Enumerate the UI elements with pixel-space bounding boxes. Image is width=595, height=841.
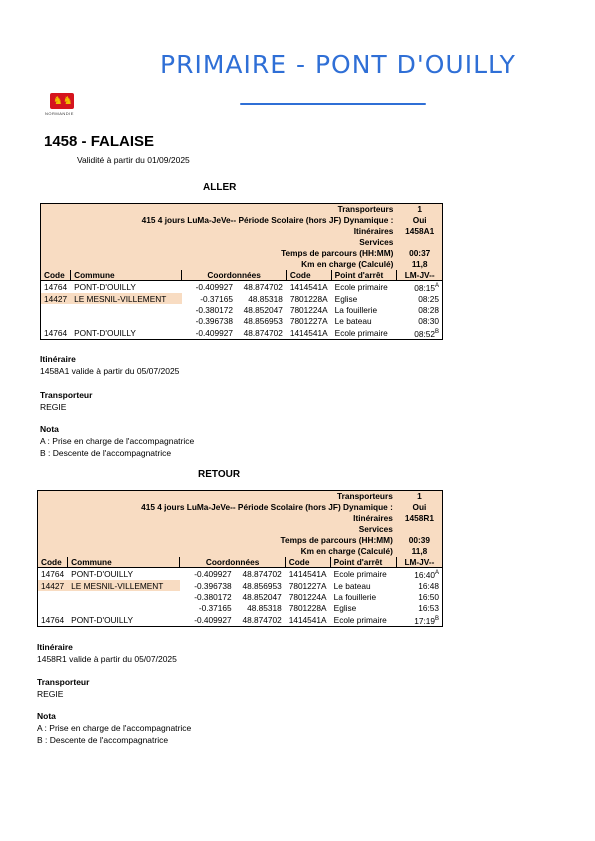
aller-cell-time	[397, 315, 443, 326]
retour-header-value	[396, 524, 442, 535]
retour-header-value: 1	[417, 491, 422, 501]
aller-cell-time-value: 08:52	[414, 328, 435, 339]
aller-cell-commune: PONT-D'OUILLY	[71, 326, 182, 339]
retour-heading: RETOUR	[198, 469, 241, 480]
retour-column-header: Commune	[68, 557, 180, 568]
retour-cell-stop: 1414541A	[285, 613, 330, 626]
aller-header-value: 1458A1	[405, 226, 435, 236]
aller-cell-name: Le bateau	[334, 315, 372, 326]
retour-cell-code: 14764	[41, 568, 65, 579]
retour-header-row	[38, 513, 443, 524]
retour-column-headers	[38, 557, 443, 568]
retour-header-row	[38, 524, 443, 535]
aller-cell-time-value: 08:15	[414, 282, 435, 293]
aller-table-row	[41, 315, 443, 326]
retour-header-row	[38, 535, 443, 546]
aller-cell-commune: PONT-D'OUILLY	[74, 281, 136, 292]
retour-column-header: Code	[285, 557, 330, 568]
retour-header-label: Services	[358, 524, 393, 534]
retour-table-row	[38, 591, 443, 602]
aller-cell-stop: 7801227A	[289, 315, 328, 326]
retour-cell-name: Ecole primaire	[330, 613, 396, 626]
aller-cell-time	[397, 326, 443, 339]
retour-header-value: 00:39	[408, 535, 431, 545]
logo-emblem-icon: ♞♞	[53, 95, 73, 107]
aller-cell-time-value: 08:30	[418, 315, 439, 326]
aller-header-row	[41, 215, 443, 226]
aller-cell-name: Ecole primaire	[334, 281, 388, 292]
retour-cell-name: Le bateau	[333, 580, 371, 591]
aller-note-marker: A	[434, 283, 439, 289]
retour-cell-lon: -0.409927	[180, 613, 235, 626]
retour-header-row	[38, 502, 443, 513]
aller-column-header: LM-JV--	[397, 270, 443, 281]
aller-heading: ALLER	[203, 182, 237, 193]
aller-cell-code: 14764	[44, 281, 68, 292]
retour-column-header: Code	[38, 557, 68, 568]
retour-cell-name: Eglise	[333, 602, 357, 613]
retour-header-label: Temps de parcours (HH:MM)	[280, 535, 393, 545]
aller-table	[40, 203, 443, 340]
aller-cell-name: La fouillerie	[334, 304, 378, 315]
retour-cell-time	[396, 602, 442, 613]
aller-itineraire-label: Itinéraire	[40, 354, 76, 364]
handwritten-underline	[240, 103, 426, 105]
retour-table-row	[38, 580, 443, 591]
aller-header-row	[41, 259, 443, 270]
retour-note-marker: A	[434, 570, 439, 576]
aller-nota-b: B : Descente de l'accompagnatrice	[40, 448, 172, 458]
retour-nota-b: B : Descente de l'accompagnatrice	[37, 735, 169, 745]
aller-cell-stop: 1414541A	[286, 326, 331, 339]
retour-cell-lat: 48.874702	[235, 613, 285, 626]
aller-header-value: 11,8	[411, 259, 428, 269]
retour-nota-label: Nota	[37, 711, 56, 721]
retour-table-row	[38, 613, 443, 626]
retour-cell-commune	[68, 591, 180, 602]
aller-cell-time-value: 08:25	[418, 293, 439, 304]
retour-table-row	[38, 568, 443, 581]
aller-header-row	[41, 237, 443, 248]
aller-table-row	[41, 304, 443, 315]
aller-cell-code	[41, 304, 71, 315]
retour-cell-name: Ecole primaire	[333, 568, 387, 579]
aller-cell-time	[397, 304, 443, 315]
aller-cell-commune	[71, 304, 182, 315]
retour-cell-commune	[68, 602, 180, 613]
retour-header-value: 1458R1	[404, 513, 434, 523]
retour-itineraire-text: 1458R1 valide à partir du 05/07/2025	[37, 654, 177, 664]
retour-cell-lon: -0.37165	[198, 602, 232, 613]
aller-nota-label: Nota	[40, 424, 59, 434]
aller-cell-time-value: 08:28	[418, 304, 439, 315]
aller-cell-stop: 7801224A	[289, 304, 328, 315]
aller-cell-code: 14427	[41, 293, 71, 304]
retour-cell-lon: -0.380172	[194, 591, 232, 602]
retour-header-label: Itinéraires	[353, 513, 393, 523]
retour-cell-time	[396, 591, 442, 602]
aller-column-header: Code	[41, 270, 71, 281]
retour-cell-lon: -0.409927	[194, 568, 232, 579]
retour-cell-time-value: 17:19	[414, 615, 435, 626]
aller-cell-lat: 48.85318	[248, 293, 283, 304]
aller-note-marker: B	[434, 328, 439, 335]
retour-cell-code: 14427	[38, 580, 68, 591]
validity-date: Validité à partir du 01/09/2025	[77, 155, 190, 165]
retour-cell-commune: PONT-D'OUILLY	[71, 568, 133, 579]
retour-header-row	[38, 546, 443, 557]
retour-header-row	[38, 491, 443, 502]
retour-cell-stop: 7801224A	[288, 591, 327, 602]
aller-cell-name: Ecole primaire	[331, 326, 397, 339]
aller-cell-lon: -0.396738	[195, 315, 233, 326]
aller-table-row	[41, 326, 443, 339]
aller-cell-code: 14764	[41, 326, 71, 339]
page-title: 1458 - FALAISE	[44, 133, 155, 150]
aller-header-row	[41, 248, 443, 259]
aller-cell-lon: -0.409927	[182, 326, 237, 339]
aller-cell-lon: -0.409927	[195, 281, 233, 292]
retour-cell-time	[396, 613, 442, 626]
retour-cell-lat: 48.852047	[242, 591, 282, 602]
retour-note-marker: B	[434, 615, 439, 622]
aller-header-value	[397, 237, 443, 248]
aller-cell-code	[41, 315, 71, 326]
aller-cell-lon: -0.380172	[195, 304, 233, 315]
retour-cell-time	[396, 568, 442, 581]
retour-cell-lat: 48.85318	[247, 602, 282, 613]
retour-cell-stop: 7801227A	[288, 580, 327, 591]
retour-cell-lat: 48.856953	[242, 580, 282, 591]
aller-header-value: 1	[417, 204, 422, 214]
retour-cell-code	[38, 602, 68, 613]
retour-cell-lat: 48.874702	[242, 568, 282, 579]
aller-header-value: Oui	[412, 215, 427, 225]
aller-cell-lat: 48.874702	[243, 281, 283, 292]
logo-text: NORMANDIE	[45, 111, 74, 116]
aller-cell-lon: -0.37165	[200, 293, 233, 304]
retour-header-label: Transporteurs	[38, 491, 397, 502]
retour-header-value: Oui	[412, 502, 427, 512]
aller-table-row	[41, 281, 443, 294]
aller-column-header: Commune	[71, 270, 182, 281]
retour-cell-time-value: 16:48	[418, 580, 439, 591]
aller-cell-time	[397, 293, 443, 304]
aller-itineraire-text: 1458A1 valide à partir du 05/07/2025	[40, 366, 180, 376]
aller-header-value: 00:37	[409, 248, 431, 258]
aller-table-row	[41, 293, 443, 304]
retour-cell-commune: LE MESNIL-VILLEMENT	[68, 580, 180, 591]
aller-cell-lat: 48.852047	[243, 304, 283, 315]
aller-cell-stop: 1414541A	[289, 281, 328, 292]
aller-header-label: Km en charge (Calculé)	[301, 259, 394, 269]
retour-transporteur-label: Transporteur	[37, 677, 90, 687]
retour-transporteur-text: REGIE	[37, 689, 64, 699]
aller-transporteur-text: REGIE	[40, 402, 67, 412]
retour-cell-commune: PONT-D'OUILLY	[68, 613, 180, 626]
aller-header-label: Services	[359, 237, 394, 247]
retour-nota-a: A : Prise en charge de l'accompagnatrice	[37, 723, 192, 733]
aller-column-header: Coordonnées	[182, 270, 286, 281]
retour-column-header: Point d'arrêt	[330, 557, 396, 568]
retour-cell-time-value: 16:50	[418, 591, 439, 602]
aller-transporteur-label: Transporteur	[40, 390, 93, 400]
retour-cell-stop: 1414541A	[288, 568, 327, 579]
retour-cell-time-value: 16:53	[418, 602, 439, 613]
retour-header-value: 11,8	[411, 546, 428, 556]
retour-column-header: Coordonnées	[180, 557, 285, 568]
aller-header-label: Transporteurs	[41, 204, 397, 215]
retour-cell-stop: 7801228A	[288, 602, 327, 613]
aller-header-label: Temps de parcours (HH:MM)	[281, 248, 394, 258]
aller-cell-stop: 7801228A	[289, 293, 328, 304]
aller-cell-name: Eglise	[334, 293, 358, 304]
aller-nota-a: A : Prise en charge de l'accompagnatrice	[40, 436, 195, 446]
retour-cell-code: 14764	[38, 613, 68, 626]
retour-itineraire-label: Itinéraire	[37, 642, 73, 652]
retour-table	[37, 490, 443, 627]
retour-table-row	[38, 602, 443, 613]
aller-cell-lat: 48.874702	[237, 326, 287, 339]
retour-cell-lon: -0.396738	[194, 580, 232, 591]
aller-cell-lat: 48.856953	[243, 315, 283, 326]
retour-column-header: LM-JV--	[396, 557, 442, 568]
aller-column-header: Point d'arrêt	[331, 270, 397, 281]
aller-header-row	[41, 226, 443, 237]
retour-cell-code	[38, 591, 68, 602]
aller-column-headers	[41, 270, 443, 281]
aller-cell-commune	[71, 315, 182, 326]
aller-cell-time	[397, 281, 443, 294]
retour-cell-name: La fouillerie	[333, 591, 377, 602]
retour-cell-time	[396, 580, 442, 591]
handwritten-annotation: PRIMAIRE - PONT D'OUILLY	[160, 50, 516, 79]
aller-header-row	[41, 204, 443, 215]
retour-header-label: Km en charge (Calculé)	[300, 546, 393, 556]
aller-header-label: Itinéraires	[353, 226, 394, 236]
retour-header-label: 415 4 jours LuMa-JeVe-- Période Scolaire (hors JF) Dynamique :	[141, 502, 393, 512]
aller-column-header: Code	[286, 270, 331, 281]
aller-cell-commune: LE MESNIL-VILLEMENT	[71, 293, 182, 304]
retour-cell-time-value: 16:40	[414, 569, 435, 580]
aller-header-label: 415 4 jours LuMa-JeVe-- Période Scolaire (hors JF) Dynamique :	[141, 215, 394, 225]
